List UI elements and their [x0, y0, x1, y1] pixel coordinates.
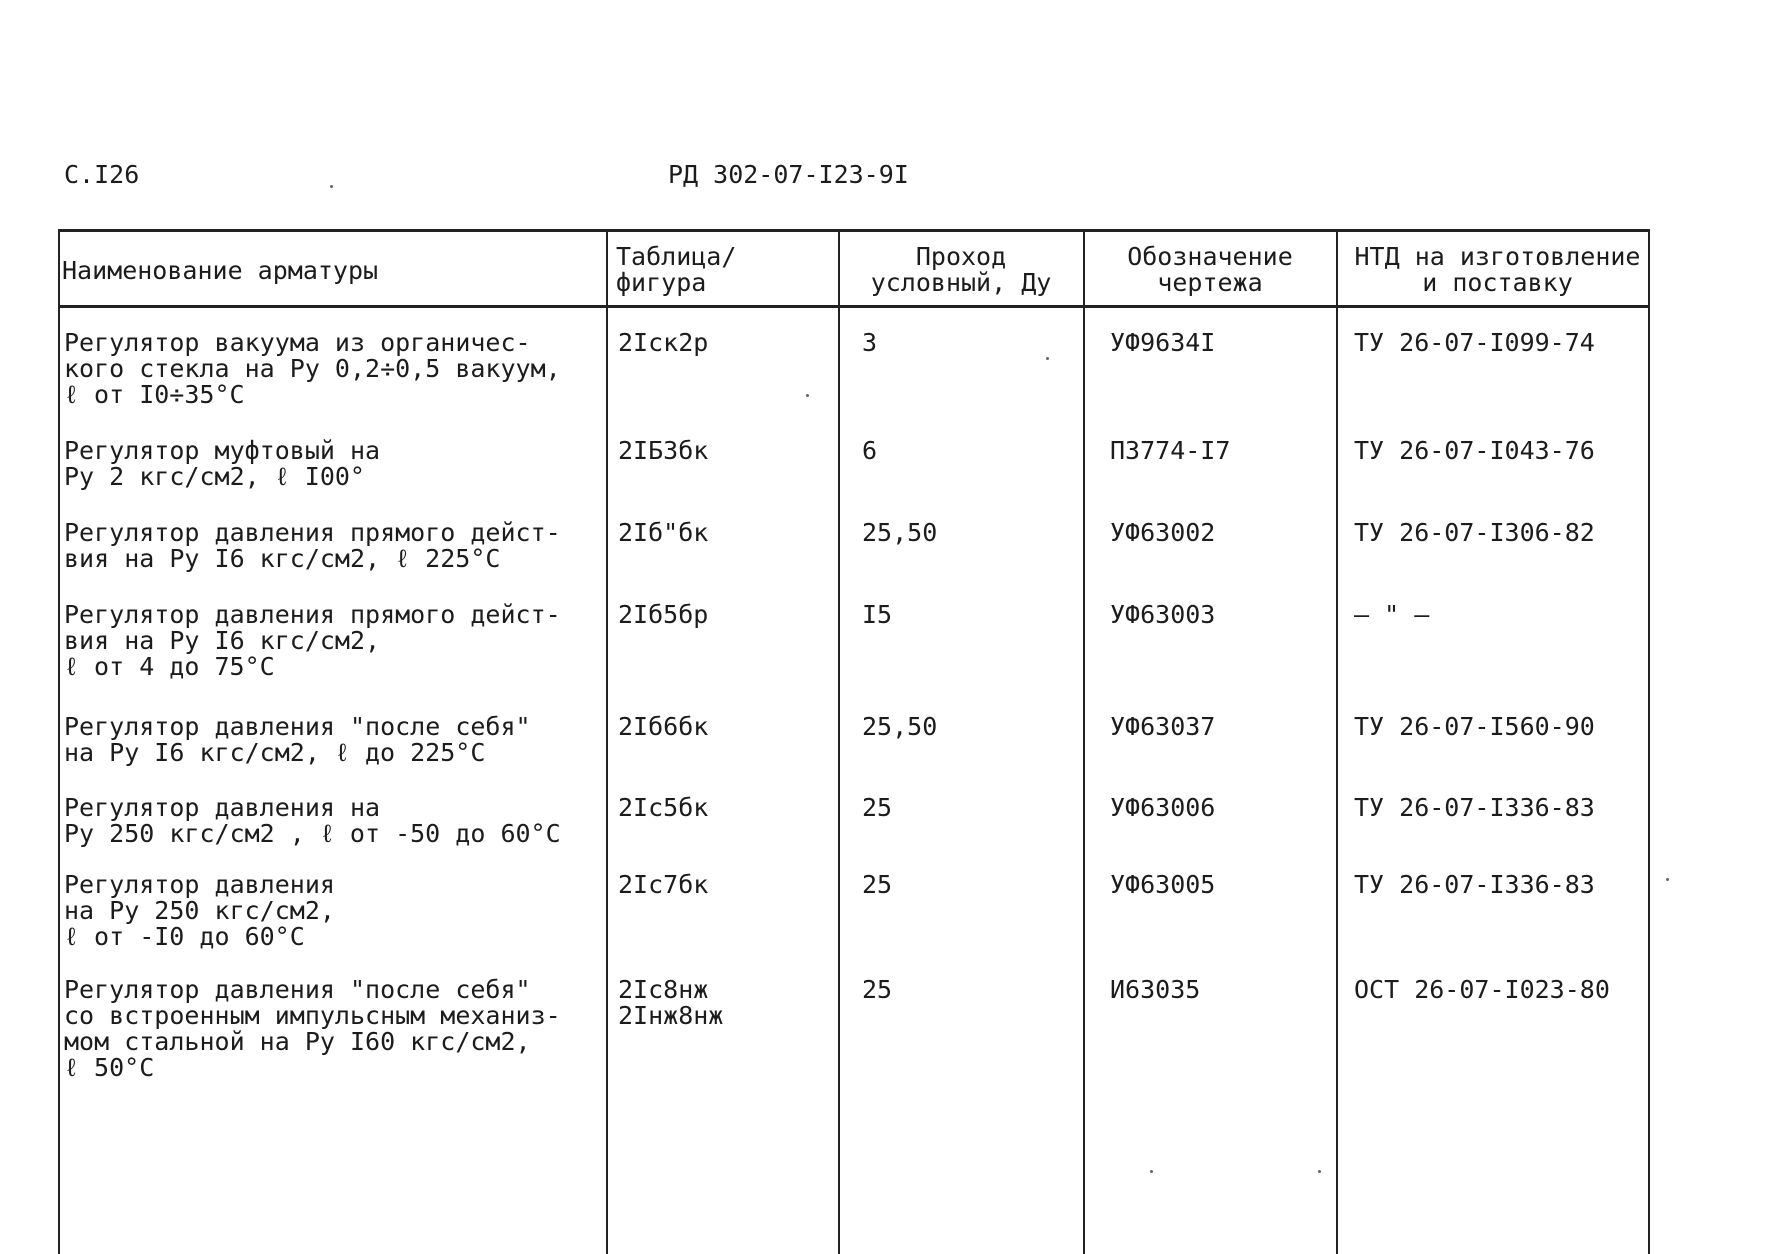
- cell-diameter: 25,50: [862, 712, 938, 741]
- cell-name: Регулятор давления прямого дейст- вия на Ру I6 кгс/см2, ℓ от 4 до 75°С: [64, 600, 561, 681]
- cell-ntd: ТУ 26-07-I099-74: [1354, 328, 1595, 357]
- cell-name: Регулятор давления на Ру 250 кгс/см2 , ℓ от -50 до 60°С: [64, 793, 561, 848]
- page-number: С.I26: [64, 160, 140, 189]
- cell-diameter: 25: [862, 793, 893, 822]
- scan-speck: [1046, 357, 1049, 360]
- column-divider: [1336, 229, 1338, 1254]
- document-code: РД 302-07-I23-9I: [668, 160, 909, 189]
- column-header-ntd: НТД на изготовление и поставку: [1354, 242, 1641, 297]
- cell-ntd: ТУ 26-07-I560-90: [1354, 712, 1595, 741]
- column-divider: [1083, 229, 1085, 1254]
- column-divider: [606, 229, 608, 1254]
- cell-diameter: 6: [862, 436, 878, 465]
- header-divider: [58, 305, 1650, 308]
- cell-figure: 2IБ3бк: [618, 436, 709, 465]
- cell-diameter: 25: [862, 870, 893, 899]
- cell-figure: 2Iс5бк: [618, 793, 709, 822]
- cell-figure: 2Iс7бк: [618, 870, 709, 899]
- cell-drawing: УФ63006: [1110, 793, 1216, 822]
- column-header-name: Наименование арматуры: [62, 256, 379, 285]
- cell-ntd: – " –: [1354, 600, 1430, 629]
- cell-figure: 2Iб6бк: [618, 712, 709, 741]
- cell-ntd: ТУ 26-07-I336-83: [1354, 793, 1595, 822]
- cell-diameter: I5: [862, 600, 893, 629]
- cell-drawing: УФ63003: [1110, 600, 1216, 629]
- cell-ntd: ТУ 26-07-I043-76: [1354, 436, 1595, 465]
- cell-diameter: 3: [862, 328, 878, 357]
- cell-figure: 2Iс8нж 2Iнж8нж: [618, 975, 724, 1030]
- scan-speck: [1666, 878, 1669, 881]
- cell-figure: 2Iб5бр: [618, 600, 709, 629]
- cell-name: Регулятор давления на Ру 250 кгс/см2, ℓ от -I0 до 60°С: [64, 870, 335, 951]
- cell-diameter: 25: [862, 975, 893, 1004]
- column-divider: [838, 229, 840, 1254]
- cell-drawing: УФ63005: [1110, 870, 1216, 899]
- scan-speck: [1150, 1170, 1153, 1173]
- cell-figure: 2Iб"бк: [618, 518, 709, 547]
- scan-speck: [1318, 1170, 1321, 1173]
- cell-drawing: И63035: [1110, 975, 1201, 1004]
- cell-drawing: УФ63037: [1110, 712, 1216, 741]
- column-header-diameter: Проход условный, Ду: [870, 242, 1052, 297]
- cell-name: Регулятор вакуума из органичес- кого стекла на Ру 0,2÷0,5 вакуум, ℓ от I0÷35°С: [64, 328, 561, 409]
- cell-ntd: ТУ 26-07-I306-82: [1354, 518, 1595, 547]
- cell-name: Регулятор давления "после себя" со встроенным импульсным механиз- мом стальной на Ру I60 кгс/см2, ℓ 50°С: [64, 975, 561, 1082]
- cell-ntd: ОСТ 26-07-I023-80: [1354, 975, 1610, 1004]
- cell-drawing: УФ63002: [1110, 518, 1216, 547]
- cell-ntd: ТУ 26-07-I336-83: [1354, 870, 1595, 899]
- cell-name: Регулятор муфтовый на Ру 2 кгс/см2, ℓ I00°: [64, 436, 381, 491]
- cell-name: Регулятор давления прямого дейст- вия на Ру I6 кгс/см2, ℓ 225°С: [64, 518, 561, 573]
- cell-diameter: 25,50: [862, 518, 938, 547]
- scan-speck: [806, 394, 809, 397]
- cell-drawing: УФ9634I: [1110, 328, 1216, 357]
- cell-name: Регулятор давления "после себя" на Ру I6 кгс/см2, ℓ до 225°С: [64, 712, 531, 767]
- scan-speck: [330, 185, 333, 188]
- cell-figure: 2Iск2р: [618, 328, 709, 357]
- column-header-figure: Таблица/ фигура: [616, 242, 737, 297]
- cell-drawing: П3774-I7: [1110, 436, 1231, 465]
- column-header-drawing: Обозначение чертежа: [1127, 242, 1293, 297]
